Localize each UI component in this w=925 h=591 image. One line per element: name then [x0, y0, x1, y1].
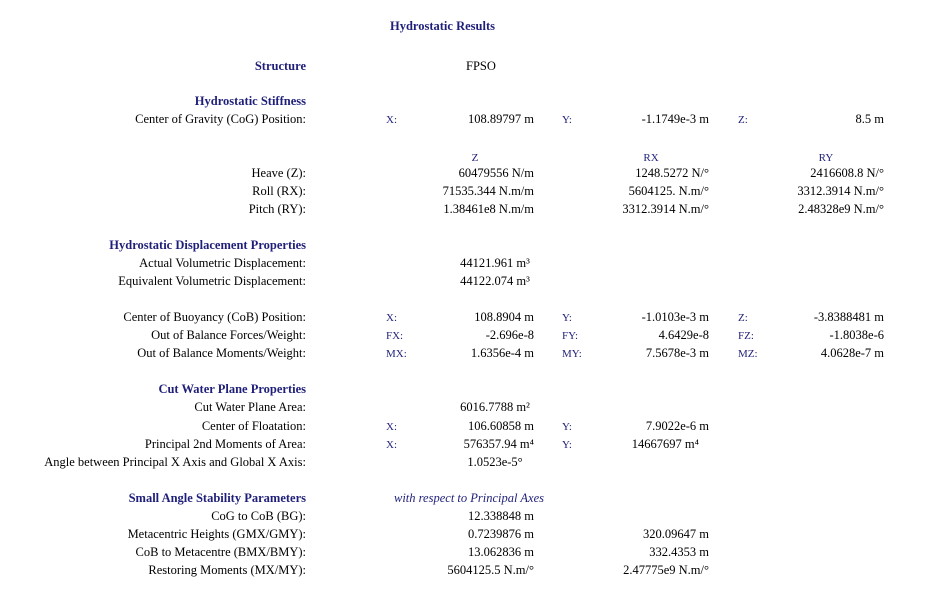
stability-note: with respect to Principal Axes	[394, 491, 544, 505]
structure-label: Structure	[254, 59, 306, 73]
bmx-value: 13.062836 m	[468, 545, 534, 559]
structure-value: FPSO	[466, 59, 496, 73]
cog-label: Center of Gravity (CoG) Position:	[135, 112, 306, 126]
column-header-z: Z	[471, 152, 479, 164]
bg-value: 12.338848 m	[468, 509, 534, 523]
stiffness-row-label: Roll (RX):	[252, 184, 306, 198]
moments-y-value: 7.5678e-3 m	[645, 346, 709, 360]
moments-x-value: 1.6356e-4 m	[470, 346, 534, 360]
actual-displacement-label: Actual Volumetric Displacement:	[139, 256, 306, 270]
mx-value: 5604125.5 N.m/°	[447, 563, 534, 577]
principal-angle-label: Angle between Principal X Axis and Global X Axis:	[44, 455, 306, 469]
cob-label: Center of Buoyancy (CoB) Position:	[123, 310, 306, 324]
forces-z-label: FZ:	[738, 330, 754, 342]
forces-y-label: FY:	[562, 330, 579, 342]
my-value: 2.47775e9 N.m/°	[623, 563, 709, 577]
cog-z-value: 8.5 m	[855, 112, 884, 126]
column-header-ry: RY	[818, 152, 834, 164]
cog-x-value: 108.89797 m	[468, 112, 534, 126]
second-moments-x-label: X:	[386, 439, 397, 451]
floatation-x-value: 106.60858 m	[468, 419, 534, 433]
equivalent-displacement-value: 44122.074 m³	[460, 274, 530, 288]
stiffness-cell: 1248.5272 N/°	[635, 166, 709, 180]
cog-y-value: -1.1749e-3 m	[641, 112, 709, 126]
cob-y-value: -1.0103e-3 m	[641, 310, 709, 324]
second-moments-x-value: 576357.94 m⁴	[463, 437, 534, 451]
forces-label: Out of Balance Forces/Weight:	[151, 328, 306, 342]
cog-z-label: Z:	[738, 114, 748, 126]
waterplane-area-value: 6016.7788 m²	[460, 400, 530, 414]
moments-z-label: MZ:	[738, 348, 758, 360]
gmy-value: 320.09647 m	[643, 527, 709, 541]
restoring-moments-label: Restoring Moments (MX/MY):	[148, 563, 306, 577]
floatation-label: Center of Floatation:	[201, 419, 306, 433]
bmy-value: 332.4353 m	[649, 545, 709, 559]
second-moments-y-label: Y:	[562, 439, 572, 451]
actual-displacement-value: 44121.961 m³	[460, 256, 530, 270]
moments-y-label: MY:	[562, 348, 582, 360]
cob-z-label: Z:	[738, 312, 748, 324]
stiffness-cell: 2.48328e9 N.m/°	[798, 202, 884, 216]
moments-z-value: 4.0628e-7 m	[820, 346, 884, 360]
stiffness-cell: 3312.3914 N.m/°	[797, 184, 884, 198]
floatation-y-label: Y:	[562, 421, 572, 433]
principal-angle-value: 1.0523e-5°	[467, 455, 523, 469]
gmx-value: 0.7239876 m	[468, 527, 534, 541]
gm-label: Metacentric Heights (GMX/GMY):	[127, 527, 306, 541]
stiffness-cell: 1.38461e8 N.m/m	[443, 202, 534, 216]
cob-z-value: -3.8388481 m	[813, 310, 884, 324]
cog-x-label: X:	[386, 114, 397, 126]
bm-label: CoB to Metacentre (BMX/BMY):	[135, 545, 306, 559]
stiffness-cell: 71535.344 N.m/m	[442, 184, 534, 198]
waterplane-heading: Cut Water Plane Properties	[158, 382, 306, 396]
second-moments-label: Principal 2nd Moments of Area:	[144, 437, 306, 451]
forces-x-value: -2.696e-8	[485, 328, 534, 342]
stiffness-heading: Hydrostatic Stiffness	[194, 94, 306, 108]
moments-x-label: MX:	[386, 348, 407, 360]
floatation-y-value: 7.9022e-6 m	[645, 419, 709, 433]
cob-y-label: Y:	[562, 312, 572, 324]
equivalent-displacement-label: Equivalent Volumetric Displacement:	[118, 274, 306, 288]
waterplane-area-label: Cut Water Plane Area:	[194, 400, 306, 414]
cog-y-label: Y:	[562, 114, 572, 126]
stiffness-cell: 5604125. N.m/°	[628, 184, 709, 198]
column-header-rx: RX	[643, 152, 659, 164]
moments-label: Out of Balance Moments/Weight:	[137, 346, 306, 360]
stability-heading: Small Angle Stability Parameters	[128, 491, 306, 505]
cob-x-value: 108.8904 m	[474, 310, 534, 324]
stiffness-row-label: Heave (Z):	[251, 166, 306, 180]
second-moments-y-value: 14667697 m⁴	[631, 437, 699, 451]
forces-x-label: FX:	[386, 330, 404, 342]
forces-y-value: 4.6429e-8	[658, 328, 709, 342]
page-title: Hydrostatic Results	[390, 19, 495, 33]
stiffness-row-label: Pitch (RY):	[248, 202, 306, 216]
bg-label: CoG to CoB (BG):	[211, 509, 306, 523]
displacement-heading: Hydrostatic Displacement Properties	[109, 238, 306, 252]
floatation-x-label: X:	[386, 421, 397, 433]
stiffness-cell: 60479556 N/m	[458, 166, 534, 180]
forces-z-value: -1.8038e-6	[829, 328, 884, 342]
stiffness-cell: 3312.3914 N.m/°	[622, 202, 709, 216]
stiffness-cell: 2416608.8 N/°	[810, 166, 884, 180]
cob-x-label: X:	[386, 312, 397, 324]
